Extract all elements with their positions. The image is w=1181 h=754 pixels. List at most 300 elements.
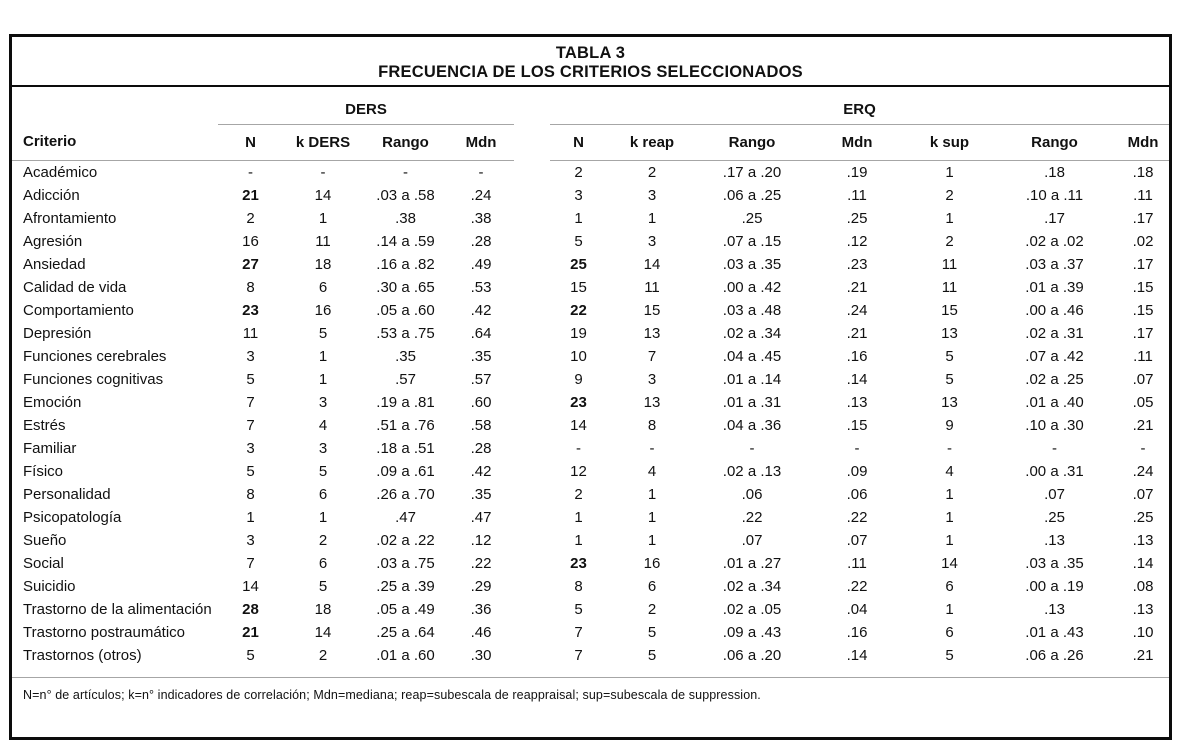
gap-cell [514, 598, 550, 621]
erq-cell: .01 a .43 [1025, 623, 1084, 641]
erq-cell: .13 [1132, 600, 1154, 618]
erq-cell: 3 [574, 186, 583, 204]
erq-cell: 1 [945, 485, 954, 503]
ders-cell: 2 [246, 209, 255, 227]
erq-cell: 2 [574, 485, 583, 503]
erq-cell: .14 [1132, 554, 1154, 572]
criterio-cell: Ansiedad [23, 255, 86, 273]
erq-cell: .21 [1132, 416, 1154, 434]
erq-cell: 3 [647, 186, 657, 204]
ders-cell: .30 [470, 646, 492, 664]
ders-cell: .64 [470, 324, 492, 342]
erq-cell: - [749, 439, 755, 457]
ders-cell: 5 [246, 462, 255, 480]
column-header-row [12, 124, 1169, 160]
erq-cell: 13 [941, 393, 958, 411]
erq-cell: 15 [643, 301, 661, 319]
erq-cell: .02 a .34 [722, 577, 782, 595]
gap-cell [514, 437, 550, 460]
erq-cell: .00 a .19 [1025, 577, 1084, 595]
erq-cell: .07 [1132, 485, 1154, 503]
erq-cell: .02 a .02 [1025, 232, 1084, 250]
ders-cell: 5 [318, 577, 328, 595]
criterio-cell: Físico [23, 462, 64, 480]
gap-cell [514, 276, 550, 299]
table-row [12, 368, 1169, 391]
ders-cell: .09 a .61 [376, 462, 435, 480]
gap-cell [514, 184, 550, 207]
erq-cell: .07 a .15 [722, 232, 782, 250]
table-row [12, 160, 1169, 184]
erq-cell: 2 [574, 163, 583, 181]
erq-cell: 4 [945, 462, 954, 480]
column-header-erq-n: N [550, 124, 607, 160]
erq-cell: 5 [945, 370, 954, 388]
column-header-reap-mdn: Mdn [807, 124, 907, 160]
ders-cell: 5 [246, 370, 255, 388]
erq-cell: .24 [846, 301, 868, 319]
erq-cell: 2 [945, 232, 954, 250]
erq-cell: .15 [1132, 278, 1154, 296]
ders-cell: .38 [470, 209, 492, 227]
erq-cell: .21 [1132, 646, 1154, 664]
erq-cell: 5 [647, 646, 657, 664]
erq-cell: .17 [1132, 255, 1154, 273]
erq-cell: .13 [1044, 531, 1065, 549]
table-row [12, 276, 1169, 299]
erq-cell: 3 [647, 370, 657, 388]
ders-cell: .05 a .49 [376, 600, 435, 618]
erq-cell: 9 [945, 416, 954, 434]
erq-cell: .09 [846, 462, 868, 480]
ders-cell: 4 [318, 416, 328, 434]
ders-cell: 7 [246, 393, 255, 411]
ders-cell: - [248, 163, 253, 181]
ders-cell: .49 [470, 255, 492, 273]
table-row [12, 184, 1169, 207]
erq-cell: .19 [846, 163, 868, 181]
erq-cell: .02 a .25 [1025, 370, 1084, 388]
erq-cell: .15 [846, 416, 868, 434]
ders-cell: 1 [246, 508, 255, 526]
erq-cell: 1 [574, 531, 583, 549]
erq-cell: 16 [643, 554, 661, 572]
erq-cell: .11 [847, 554, 867, 572]
ders-cell: 3 [318, 439, 328, 457]
ders-cell: .38 [395, 209, 416, 227]
erq-cell: .17 [1132, 324, 1154, 342]
erq-cell: 1 [945, 163, 954, 181]
erq-cell: .07 a .42 [1025, 347, 1084, 365]
ders-cell: 1 [318, 209, 328, 227]
erq-cell: .01 a .27 [722, 554, 782, 572]
erq-cell: .11 [847, 186, 867, 204]
criterio-cell: Personalidad [23, 485, 111, 503]
erq-cell: .11 [1133, 186, 1153, 204]
table-row [12, 598, 1169, 621]
criterio-cell: Trastornos (otros) [23, 646, 142, 664]
ders-cell: .03 a .75 [376, 554, 435, 572]
erq-cell: 23 [570, 393, 587, 411]
ders-cell: - [403, 163, 408, 181]
erq-cell: .01 a .14 [722, 370, 782, 388]
criterio-cell: Comportamiento [23, 301, 134, 319]
ders-cell: .01 a .60 [376, 646, 435, 664]
gap-cell [514, 483, 550, 506]
gap-cell [514, 644, 550, 667]
gap-cell [514, 552, 550, 575]
erq-cell: 1 [647, 209, 657, 227]
group-header-erq: ERQ [550, 87, 1169, 124]
table-row [12, 345, 1169, 368]
ders-cell: .53 a .75 [376, 324, 435, 342]
erq-cell: 1 [647, 485, 657, 503]
erq-cell: .13 [846, 393, 868, 411]
table-row [12, 230, 1169, 253]
ders-cell: 5 [318, 324, 328, 342]
erq-cell: .03 a .35 [722, 255, 782, 273]
erq-cell: 5 [647, 623, 657, 641]
ders-cell: .42 [470, 301, 492, 319]
erq-cell: - [1052, 439, 1057, 457]
erq-cell: .04 [846, 600, 868, 618]
ders-cell: 3 [246, 439, 255, 457]
gap-cell [514, 160, 550, 184]
erq-cell: .07 [741, 531, 763, 549]
table-row [12, 506, 1169, 529]
erq-cell: .07 [846, 531, 868, 549]
table-row [12, 483, 1169, 506]
ders-cell: .53 [470, 278, 492, 296]
gap-cell [514, 506, 550, 529]
gap-cell [514, 345, 550, 368]
ders-cell: .02 a .22 [376, 531, 435, 549]
erq-cell: .06 a .26 [1025, 646, 1084, 664]
ders-cell: 1 [318, 347, 328, 365]
ders-cell: - [478, 163, 484, 181]
erq-cell: - [947, 439, 952, 457]
ders-cell: .25 a .64 [376, 623, 435, 641]
erq-cell: 13 [941, 324, 958, 342]
erq-cell: 7 [574, 623, 583, 641]
erq-cell: 1 [647, 531, 657, 549]
ders-cell: .35 [470, 347, 492, 365]
table-row [12, 207, 1169, 230]
erq-cell: .15 [1132, 301, 1154, 319]
erq-cell: 7 [574, 646, 583, 664]
erq-cell: .02 a .31 [1025, 324, 1084, 342]
gap-cell [514, 414, 550, 437]
erq-cell: 8 [574, 577, 583, 595]
erq-cell: .17 [1044, 209, 1065, 227]
column-header-ders-n: N [218, 124, 283, 160]
ders-cell: 27 [242, 255, 259, 273]
ders-cell: .12 [470, 531, 492, 549]
ders-cell: 6 [318, 554, 328, 572]
ders-cell: 28 [242, 600, 259, 618]
ders-cell: .24 [470, 186, 492, 204]
ders-cell: .51 a .76 [376, 416, 435, 434]
erq-cell: .23 [846, 255, 868, 273]
gap-cell [514, 575, 550, 598]
ders-cell: .42 [470, 462, 492, 480]
group-gap [514, 87, 550, 124]
erq-cell: 8 [647, 416, 657, 434]
gap-cell [514, 529, 550, 552]
erq-cell: 9 [574, 370, 583, 388]
erq-cell: 1 [574, 508, 583, 526]
criterio-cell: Trastorno de la alimentación [23, 600, 212, 618]
gap-cell [514, 230, 550, 253]
erq-cell: 1 [945, 531, 954, 549]
ders-cell: 7 [246, 554, 255, 572]
ders-cell: 21 [242, 623, 259, 641]
erq-cell: 23 [570, 554, 587, 572]
gap-cell [514, 368, 550, 391]
ders-cell: 14 [242, 577, 259, 595]
ders-cell: .46 [470, 623, 492, 641]
ders-cell: 18 [314, 600, 332, 618]
erq-cell: .25 [741, 209, 763, 227]
ders-cell: 16 [314, 301, 332, 319]
erq-cell: .04 a .45 [722, 347, 782, 365]
frequency-table [12, 87, 1169, 667]
gap-cell [514, 299, 550, 322]
erq-cell: .10 a .30 [1025, 416, 1084, 434]
erq-cell: .08 [1132, 577, 1154, 595]
erq-cell: .21 [846, 324, 868, 342]
table-row [12, 253, 1169, 276]
erq-cell: .06 a .25 [722, 186, 782, 204]
criterio-cell: Calidad de vida [23, 278, 127, 296]
erq-cell: .25 [1044, 508, 1065, 526]
group-header-row [12, 87, 1169, 124]
criterio-cell: Estrés [23, 416, 66, 434]
ders-cell: 8 [246, 485, 255, 503]
group-header-ders: DERS [218, 87, 514, 124]
ders-cell: 11 [242, 324, 259, 342]
ders-cell: 7 [246, 416, 255, 434]
erq-cell: .22 [741, 508, 763, 526]
table-row [12, 460, 1169, 483]
erq-cell: .12 [846, 232, 868, 250]
ders-cell: 8 [246, 278, 255, 296]
ders-cell: .18 a .51 [376, 439, 435, 457]
erq-cell: .18 [1044, 163, 1065, 181]
erq-cell: .16 [846, 347, 868, 365]
erq-cell: 6 [945, 623, 954, 641]
erq-cell: 11 [644, 278, 660, 296]
ders-cell: 6 [318, 485, 328, 503]
column-header-ders-mdn: Mdn [448, 124, 514, 160]
erq-cell: - [576, 439, 581, 457]
criterio-cell: Trastorno postraumático [23, 623, 186, 641]
erq-cell: .02 a .13 [722, 462, 782, 480]
erq-cell: 25 [570, 255, 587, 273]
erq-cell: .02 a .34 [722, 324, 782, 342]
table-row [12, 529, 1169, 552]
footnote: N=n° de artículos; k=n° indicadores de correlación; Mdn=mediana; reap=subescala de reappraisal; sup=subescala de suppression. [23, 687, 761, 702]
erq-cell: - [649, 439, 655, 457]
erq-cell: 5 [945, 646, 954, 664]
table-row [12, 391, 1169, 414]
erq-cell: 12 [570, 462, 587, 480]
criterio-cell: Familiar [23, 439, 77, 457]
erq-cell: .10 [1132, 623, 1154, 641]
criterio-cell: Depresión [23, 324, 92, 342]
erq-cell: .17 [1132, 209, 1154, 227]
column-header-ders-rango: Rango [363, 124, 448, 160]
ders-cell: .19 a .81 [376, 393, 435, 411]
erq-cell: 5 [945, 347, 954, 365]
erq-cell: 1 [647, 508, 657, 526]
erq-cell: .09 a .43 [722, 623, 782, 641]
erq-cell: 14 [570, 416, 587, 434]
table-row [12, 322, 1169, 345]
ders-cell: .57 [470, 370, 492, 388]
table-row [12, 414, 1169, 437]
erq-cell: - [854, 439, 860, 457]
erq-cell: 11 [941, 255, 958, 273]
erq-cell: .01 a .40 [1025, 393, 1084, 411]
column-header-sup-mdn: Mdn [1117, 124, 1169, 160]
erq-cell: 14 [941, 554, 958, 572]
erq-cell: 7 [647, 347, 657, 365]
gap-cell [514, 207, 550, 230]
ders-cell: .57 [395, 370, 416, 388]
table-row [12, 299, 1169, 322]
ders-cell: .22 [470, 554, 492, 572]
erq-cell: .11 [1133, 347, 1153, 365]
erq-cell: .03 a .35 [1025, 554, 1084, 572]
ders-cell: 3 [318, 393, 328, 411]
erq-cell: 3 [647, 232, 657, 250]
erq-cell: .06 [741, 485, 763, 503]
gap-cell [514, 621, 550, 644]
table-row [12, 621, 1169, 644]
erq-cell: 6 [945, 577, 954, 595]
ders-cell: .26 a .70 [376, 485, 435, 503]
erq-cell: .03 a .37 [1025, 255, 1084, 273]
erq-cell: .04 a .36 [722, 416, 782, 434]
erq-cell: .25 [1132, 508, 1154, 526]
criterio-cell: Agresión [23, 232, 83, 250]
erq-cell: .22 [846, 577, 868, 595]
erq-cell: 1 [945, 600, 954, 618]
ders-cell: 3 [246, 347, 255, 365]
footnote-rule [12, 677, 1169, 702]
ders-cell: .47 [395, 508, 416, 526]
erq-cell: 1 [945, 508, 954, 526]
gap-cell [514, 322, 550, 345]
erq-cell: .13 [1132, 531, 1154, 549]
ders-cell: 1 [318, 508, 328, 526]
erq-cell: 15 [941, 301, 958, 319]
ders-cell: .25 a .39 [376, 577, 435, 595]
table-row [12, 437, 1169, 460]
erq-cell: 10 [570, 347, 587, 365]
erq-cell: .10 a .11 [1025, 186, 1084, 204]
ders-cell: 3 [246, 531, 255, 549]
gap-cell [514, 253, 550, 276]
erq-cell: .17 a .20 [722, 163, 782, 181]
ders-cell: 14 [314, 186, 332, 204]
erq-cell: 22 [570, 301, 587, 319]
erq-cell: .16 [846, 623, 868, 641]
erq-cell: .00 a .31 [1025, 462, 1084, 480]
ders-cell: .36 [470, 600, 492, 618]
ders-cell: 18 [314, 255, 332, 273]
erq-cell: 4 [647, 462, 657, 480]
ders-cell: 6 [318, 278, 328, 296]
table-row [12, 552, 1169, 575]
erq-cell: .13 [1044, 600, 1065, 618]
ders-cell: .58 [470, 416, 492, 434]
criterio-cell: Adicción [23, 186, 80, 204]
erq-cell: 2 [647, 163, 657, 181]
erq-cell: 13 [643, 324, 661, 342]
erq-cell: 5 [574, 600, 583, 618]
ders-cell: .14 a .59 [376, 232, 435, 250]
erq-cell: 11 [941, 278, 958, 296]
ders-cell: 1 [318, 370, 328, 388]
erq-cell: 1 [945, 209, 954, 227]
erq-cell: 1 [574, 209, 583, 227]
table-body [12, 160, 1169, 667]
column-header-sup-rango: Rango [992, 124, 1117, 160]
erq-cell: .00 a .42 [722, 278, 782, 296]
erq-cell: .01 a .31 [722, 393, 782, 411]
erq-cell: 6 [647, 577, 657, 595]
column-gap [514, 124, 550, 160]
ders-cell: .05 a .60 [376, 301, 435, 319]
erq-cell: .24 [1132, 462, 1154, 480]
ders-cell: .30 a .65 [376, 278, 435, 296]
table-title-block [12, 37, 1169, 87]
column-header-k-ders: k DERS [283, 124, 363, 160]
gap-cell [514, 460, 550, 483]
ders-cell: - [320, 163, 326, 181]
ders-cell: .60 [470, 393, 492, 411]
column-header-criterio: Criterio [12, 124, 218, 160]
erq-cell: .25 [846, 209, 868, 227]
ders-cell: 16 [242, 232, 259, 250]
table-frame [9, 34, 1172, 740]
erq-cell: .00 a .46 [1025, 301, 1084, 319]
erq-cell: 14 [643, 255, 661, 273]
erq-cell: 15 [570, 278, 587, 296]
ders-cell: 5 [246, 646, 255, 664]
erq-cell: .06 [846, 485, 868, 503]
erq-cell: .22 [846, 508, 868, 526]
ders-cell: .16 a .82 [376, 255, 435, 273]
erq-cell: .02 [1132, 232, 1154, 250]
erq-cell: 19 [570, 324, 587, 342]
ders-cell: .35 [395, 347, 416, 365]
ders-cell: 2 [318, 531, 328, 549]
criterio-cell: Afrontamiento [23, 209, 117, 227]
gap-cell [514, 391, 550, 414]
table-row [12, 644, 1169, 667]
criterio-cell: Sueño [23, 531, 67, 549]
erq-cell: .07 [1132, 370, 1154, 388]
erq-cell: .18 [1132, 163, 1154, 181]
column-header-k-sup: k sup [907, 124, 992, 160]
table-number: TABLA 3 [555, 44, 626, 62]
erq-cell: 2 [945, 186, 954, 204]
ders-cell: .35 [470, 485, 492, 503]
erq-cell: .14 [846, 646, 868, 664]
